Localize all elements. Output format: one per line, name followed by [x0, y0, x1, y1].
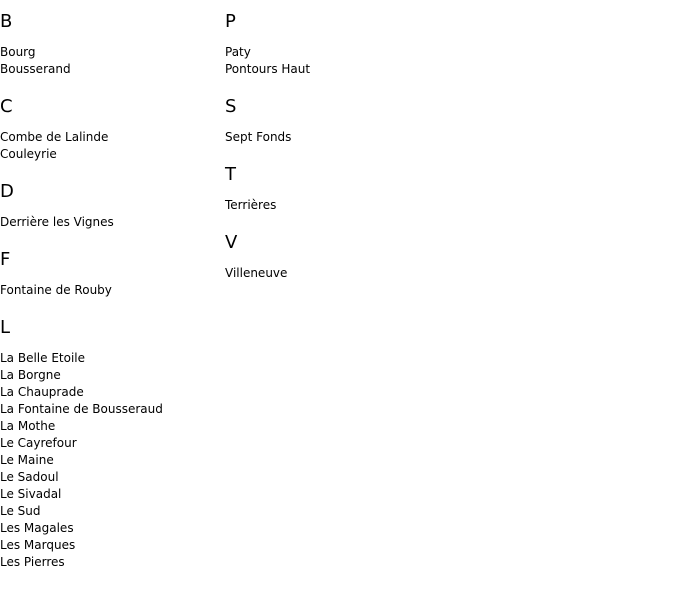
letter-heading: S — [225, 96, 237, 117]
place-link[interactable]: Les Marques — [0, 538, 76, 552]
place-link[interactable]: Les Magales — [0, 521, 74, 535]
letter-heading: P — [225, 11, 236, 32]
place-link[interactable]: La Fontaine de Bousseraud — [0, 402, 163, 416]
place-list — [0, 44, 220, 78]
place-list — [0, 129, 220, 163]
place-link[interactable]: La Belle Etoile — [0, 351, 86, 365]
letter-heading: L — [0, 317, 11, 338]
place-list — [0, 282, 220, 299]
place-list — [225, 129, 445, 146]
letter-heading: B — [0, 11, 13, 32]
place-link[interactable]: Bousserand — [0, 62, 71, 76]
letter-group-d — [0, 181, 220, 231]
place-link[interactable]: Paty — [225, 45, 251, 59]
index-column-right — [225, 0, 445, 282]
letter-heading: C — [0, 96, 13, 117]
place-list — [0, 350, 220, 571]
place-link[interactable]: Derrière les Vignes — [0, 215, 114, 229]
letter-group-s — [225, 96, 445, 146]
place-list — [225, 44, 445, 78]
place-link[interactable]: Couleyrie — [0, 147, 57, 161]
place-link[interactable]: Le Sud — [0, 504, 41, 518]
letter-group-p — [225, 11, 445, 78]
place-link[interactable]: Sept Fonds — [225, 130, 292, 144]
place-link[interactable]: Le Sadoul — [0, 470, 59, 484]
letter-group-b — [0, 11, 220, 78]
place-link[interactable]: Les Pierres — [0, 555, 65, 569]
place-link[interactable]: Villeneuve — [225, 266, 288, 280]
place-link[interactable]: La Mothe — [0, 419, 56, 433]
place-list — [225, 265, 445, 282]
place-link[interactable]: Combe de Lalinde — [0, 130, 109, 144]
letter-group-f — [0, 249, 220, 299]
place-link[interactable]: La Borgne — [0, 368, 61, 382]
letter-heading: F — [0, 249, 11, 270]
place-link[interactable]: Le Cayrefour — [0, 436, 77, 450]
place-link[interactable]: Terrières — [225, 198, 277, 212]
place-link[interactable]: Le Maine — [0, 453, 54, 467]
letter-heading: D — [0, 181, 14, 202]
place-link[interactable]: Pontours Haut — [225, 62, 311, 76]
letter-group-t — [225, 164, 445, 214]
letter-group-v — [225, 232, 445, 282]
place-list — [225, 197, 445, 214]
letter-group-l — [0, 317, 220, 571]
letter-group-c — [0, 96, 220, 163]
index-column-left — [0, 0, 220, 571]
place-link[interactable]: Le Sivadal — [0, 487, 62, 501]
letter-heading: T — [225, 164, 236, 185]
place-link[interactable]: Fontaine de Rouby — [0, 283, 112, 297]
place-link[interactable]: Bourg — [0, 45, 36, 59]
place-list — [0, 214, 220, 231]
place-link[interactable]: La Chauprade — [0, 385, 84, 399]
letter-heading: V — [225, 232, 238, 253]
